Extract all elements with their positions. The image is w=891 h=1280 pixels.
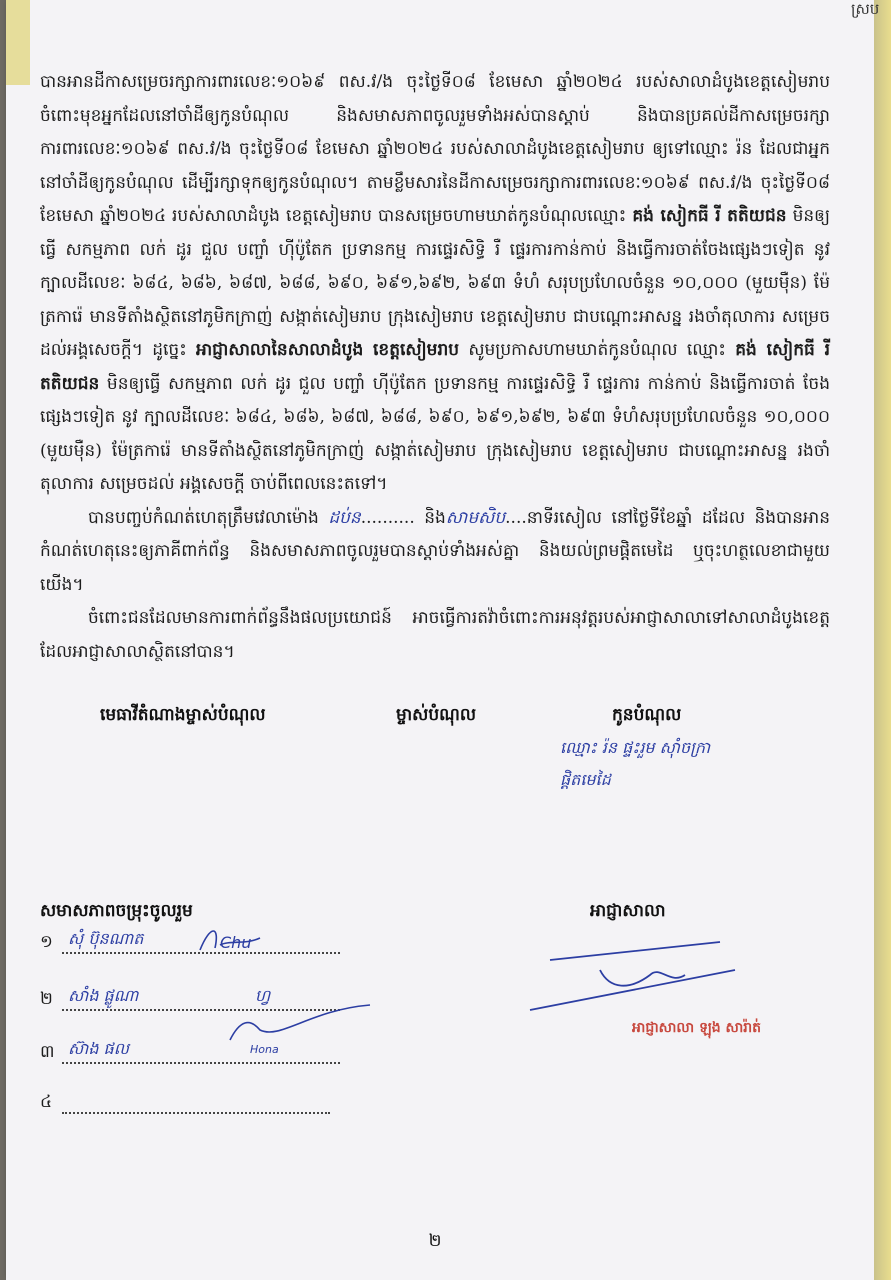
top-text-fragment: ស្រប [851,0,880,18]
member-line-4 [40,1090,330,1118]
paragraph-main [40,66,830,502]
member-name: សាំង ផ្លូណា [68,986,139,1005]
paragraph-objection: ចំពោះជនដែលមានការពាក់ព័ន្ធនឹងផលប្រយោជន៍ អាចធ្វើការតវ៉ាចំពោះការអនុវត្តរបស់អាជ្ញាសាលាទៅសាលាដំបូងខេត្តដែលអាជ្ញាសាលាស្ថិតនៅបាន។ [40,608,830,662]
debtor-heading: កូនបំណុល [612,705,682,725]
debtor-handwritten-note: ផ្តិតមេដៃ [560,770,611,789]
member-1-signature-stroke [190,920,270,960]
member-number: ៣ [40,1042,55,1062]
para2-text-c: ....នាទីរសៀល នៅថ្ងៃទីខែឆ្នាំ ដដែល និងបានអានកំណត់ហេតុនេះឲ្យភាគីពាក់ព័ន្ធ និងសមាសភាពចូលរួមបានស្តាប់ទាំងអស់គ្នា និងយល់ព្រមផ្តិតមេដៃ ឬចុះហត្ថលេខាជាមួយយើង។ [40,507,830,595]
para2-text-a: បានបញ្ចប់កំណត់ហេតុត្រឹមវេលាម៉ោង [88,507,319,528]
bailiff-heading: អាជ្ញាសាលា [590,901,666,921]
paper-corner-scrap [6,0,30,85]
handwritten-hour: ដប់ន [328,507,361,528]
lawyer-heading: មេធាវីតំណាងម្ចាស់បំណុល [100,705,266,725]
member-name: សុំ ប៊ុនណាត [68,929,144,948]
para2-text-b: .......... និង [360,507,446,528]
member-3-signature-stroke [220,1000,380,1050]
paragraph-1d-text: មិនឲ្យធ្វើ សកម្មភាព លក់ ដូរ ជួល បញ្ចាំ ហ៊ីប៉ូតែក ប្រទានកម្ម ការផ្ទេរសិទ្ធិ រឺ ផ្ទេរការ កាន់កាប់ និងធ្វើការចាត់ ចែងផ្សេងៗទៀត នូវ ក្បាលដីលេខៈ ៦៨៤, ៦៨៦, ៦៨៧, ៦៨៨, ៦៩០, ៦៩១,៦៩២, ៦៩៣ ទំហំសរុបប្រហែលចំនួន ១០,០០០ (មួយម៉ឺន) ម៉ែត្រការ៉េ មានទីតាំងស្ថិតនៅភូមិកក្រាញ់ សង្កាត់សៀមរាប ក្រុងសៀមរាប ខេត្តសៀមរាប ជាបណ្តោះអាសន្ន រងចាំតុលាការ សម្រេចដល់ អង្គសេចក្តី ចាប់ពីពេលនេះតទៅ។ [40,373,830,494]
dotted-line [62,1062,340,1064]
creditor-heading: ម្ចាស់បំណុល [396,705,477,725]
debtor-name-2: គង់ សៀកធី រី តតិយជន [40,340,831,394]
member-signature: Hona [250,1043,279,1056]
debtor-handwritten-name: ឈ្មោះ រ៉ន ផ្ទះរួម ស៊ាំចក្រា [560,738,711,757]
member-number: ២ [40,989,53,1009]
dotted-line [62,1112,330,1114]
member-name: ស៊ាង ផល [68,1039,129,1058]
paragraph-1-text: បានអានដីកាសម្រេចរក្សាការពារលេខៈ១០៦៩ ពស.វ/ង ចុះថ្ងៃទី០៨ ខែមេសា ឆ្នាំ២០២៤ របស់សាលាដំបូងខេត្តសៀមរាប ចំពោះមុខអ្នកដែលនៅចាំដីឲ្យកូនបំណុល និងសមាសភាពចូលរួមទាំងអស់បានស្តាប់ និងបានប្រគល់ដីកាសម្រេចរក្សាការពារលេខៈ១០៦៩ ពស.វ/ង ចុះថ្ងៃទី០៨ ខែមេសា ឆ្នាំ២០២៤ របស់សាលាដំបូងខេត្តសៀមរាប ឲ្យទៅឈ្មោះ រ៉ន ដែលជាអ្នកនៅចាំដីឲ្យកូនបំណុល ដើម្បីរក្សាទុកឲ្យកូនបំណុល។ តាមខ្លឹមសារនៃដីកាសម្រេចរក្សាការពារលេខៈ១០៦៩ ពស.វ/ង ចុះថ្ងៃទី០៨ ខែមេសា ឆ្នាំ២០២៤ របស់សាលាដំបូង ខេត្តសៀមរាប បានសម្រេចហាមឃាត់កូនបំណុលឈ្មោះ [40,72,830,226]
court-name: អាជ្ញាសាលានៃសាលាដំបូង ខេត្តសៀមរាប [195,340,460,360]
member-number: ៤ [40,1092,53,1112]
member-number: ១ [40,932,53,952]
members-heading: សមាសភាពចម្រុះចូលរួម [40,901,193,921]
paragraph-1c-text: សូមប្រកាសហាមឃាត់កូនបំណុល ឈ្មោះ [468,340,726,360]
handwritten-minutes: សាមសិប [445,507,506,528]
paragraph-1b-text: មិនឲ្យធ្វើ សកម្មភាព លក់ ដូរ ជួល បញ្ចាំ ហ៊ីប៉ូតែក ប្រទានកម្ម ការផ្ទេរសិទ្ធិ រឺ ផ្ទេរការកាន់កាប់ និងធ្វើការចាត់ចែងផ្សេងៗទៀត នូវក្បាលដីលេខៈ ៦៨៤, ៦៨៦, ៦៨៧, ៦៨៨, ៦៩០, ៦៩១,៦៩២, ៦៩៣ ទំហំ សរុបប្រហែលចំនួន ១០,០០០ (មួយម៉ឺន) ម៉ែត្រការ៉េ មានទីតាំងស្ថិតនៅភូមិកក្រាញ់ សង្កាត់សៀមរាប ក្រុងសៀមរាប ខេត្តសៀមរាប ជាបណ្តោះអាសន្ន រងចាំតុលាការ សម្រេចដល់អង្គសេចក្តី។ ដូច្នេះ [40,206,831,360]
debtor-name: គង់ សៀកធី រី តតិយជន [632,206,787,226]
paragraph-closing-time [40,502,830,603]
member-signature: Chu [220,933,252,952]
folder-edge [874,0,891,1280]
member-signature: ហ្វ [255,986,271,1005]
bailiff-stamp-name: អាជ្ញាសាលា ឡុង សារ៉ាត់ [632,1020,762,1036]
bailiff-signature [520,940,740,1015]
document-body [40,66,830,669]
page-number: ២ [428,1231,442,1251]
